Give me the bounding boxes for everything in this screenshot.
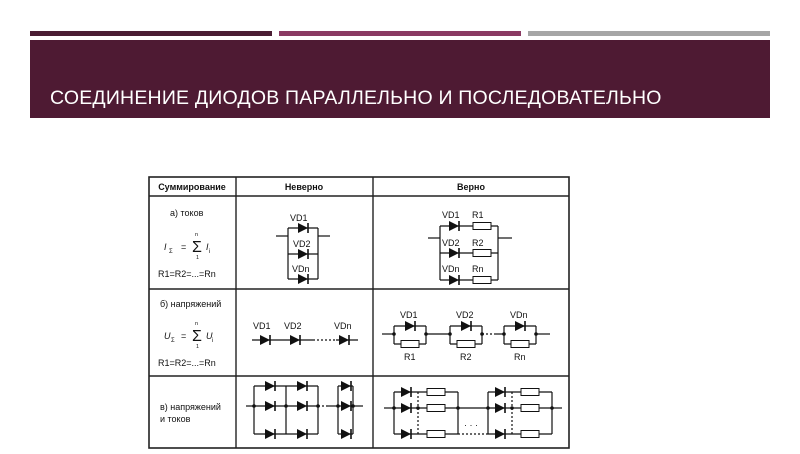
voltages-right-rn: Rn (514, 352, 526, 362)
voltages-wrong-vd1: VD1 (253, 321, 271, 331)
voltages-equals: = (181, 331, 187, 341)
mixed-right-dots: · · · (464, 420, 478, 430)
voltages-right-vdn: VDn (510, 310, 528, 320)
voltages-formula-term-sub: i (212, 338, 214, 344)
accent-bar-middle (279, 31, 521, 36)
currents-right-vdn: VDn (442, 264, 460, 274)
header-wrong: Неверно (284, 182, 324, 192)
diode-connection-table (148, 176, 570, 449)
voltages-wrong-vdn: VDn (334, 321, 352, 331)
voltages-formula-lhs: U (164, 331, 171, 341)
mixed-wrong-circuit (246, 386, 363, 434)
slide-title: СОЕДИНЕНИЕ ДИОДОВ ПАРАЛЛЕЛЬНО И ПОСЛЕДОВАТЕЛЬНО (50, 87, 662, 109)
currents-formula-term: I (206, 242, 209, 252)
voltages-formula-lhs-sub: Σ (171, 338, 175, 344)
title-header (30, 40, 770, 118)
voltages-formula-top: n (195, 321, 199, 327)
voltages-right-vd2: VD2 (456, 310, 474, 320)
currents-right-rn: Rn (472, 264, 484, 274)
header-summation: Суммирование (158, 182, 226, 192)
currents-right-circuit (428, 226, 512, 280)
accent-bar-left (30, 31, 272, 36)
currents-formula-term-sub: i (209, 249, 211, 255)
accent-bar-right (528, 31, 770, 36)
voltages-formula-bottom: 1 (196, 344, 200, 350)
currents-equals: = (181, 242, 187, 252)
currents-right-r1: R1 (472, 210, 484, 220)
table-svg (148, 176, 570, 449)
row-voltages-title: б) напряжений (160, 299, 222, 309)
voltages-sum-sign: Σ (192, 328, 202, 345)
currents-formula-lhs-sub: Σ (169, 249, 173, 255)
voltages-right-r2: R2 (460, 352, 472, 362)
currents-right-vd2: VD2 (442, 238, 460, 248)
voltages-right-vd1: VD1 (400, 310, 418, 320)
header-right: Верно (457, 182, 485, 192)
currents-condition: R1=R2=...=Rn (158, 269, 216, 279)
voltages-condition: R1=R2=...=Rn (158, 358, 216, 368)
row-currents-title: а) токов (170, 208, 204, 218)
row-currents-label (158, 208, 216, 279)
currents-sum-sign: Σ (192, 239, 202, 256)
row-mixed-title-1: в) напряжений (160, 402, 221, 412)
voltages-right-r1: R1 (404, 352, 416, 362)
currents-formula-top: n (195, 232, 199, 238)
voltages-wrong-vd2: VD2 (284, 321, 302, 331)
row-voltages-label (158, 299, 221, 368)
row-mixed-title-2: и токов (160, 414, 191, 424)
voltages-formula-term: U (206, 331, 213, 341)
currents-right-r2: R2 (472, 238, 484, 248)
currents-formula-bottom: 1 (196, 255, 200, 261)
currents-formula-lhs: I (164, 242, 167, 252)
currents-wrong-vd1: VD1 (290, 213, 308, 223)
currents-wrong-vd2: VD2 (293, 239, 311, 249)
currents-right-vd1: VD1 (442, 210, 460, 220)
currents-wrong-vdn: VDn (292, 264, 310, 274)
